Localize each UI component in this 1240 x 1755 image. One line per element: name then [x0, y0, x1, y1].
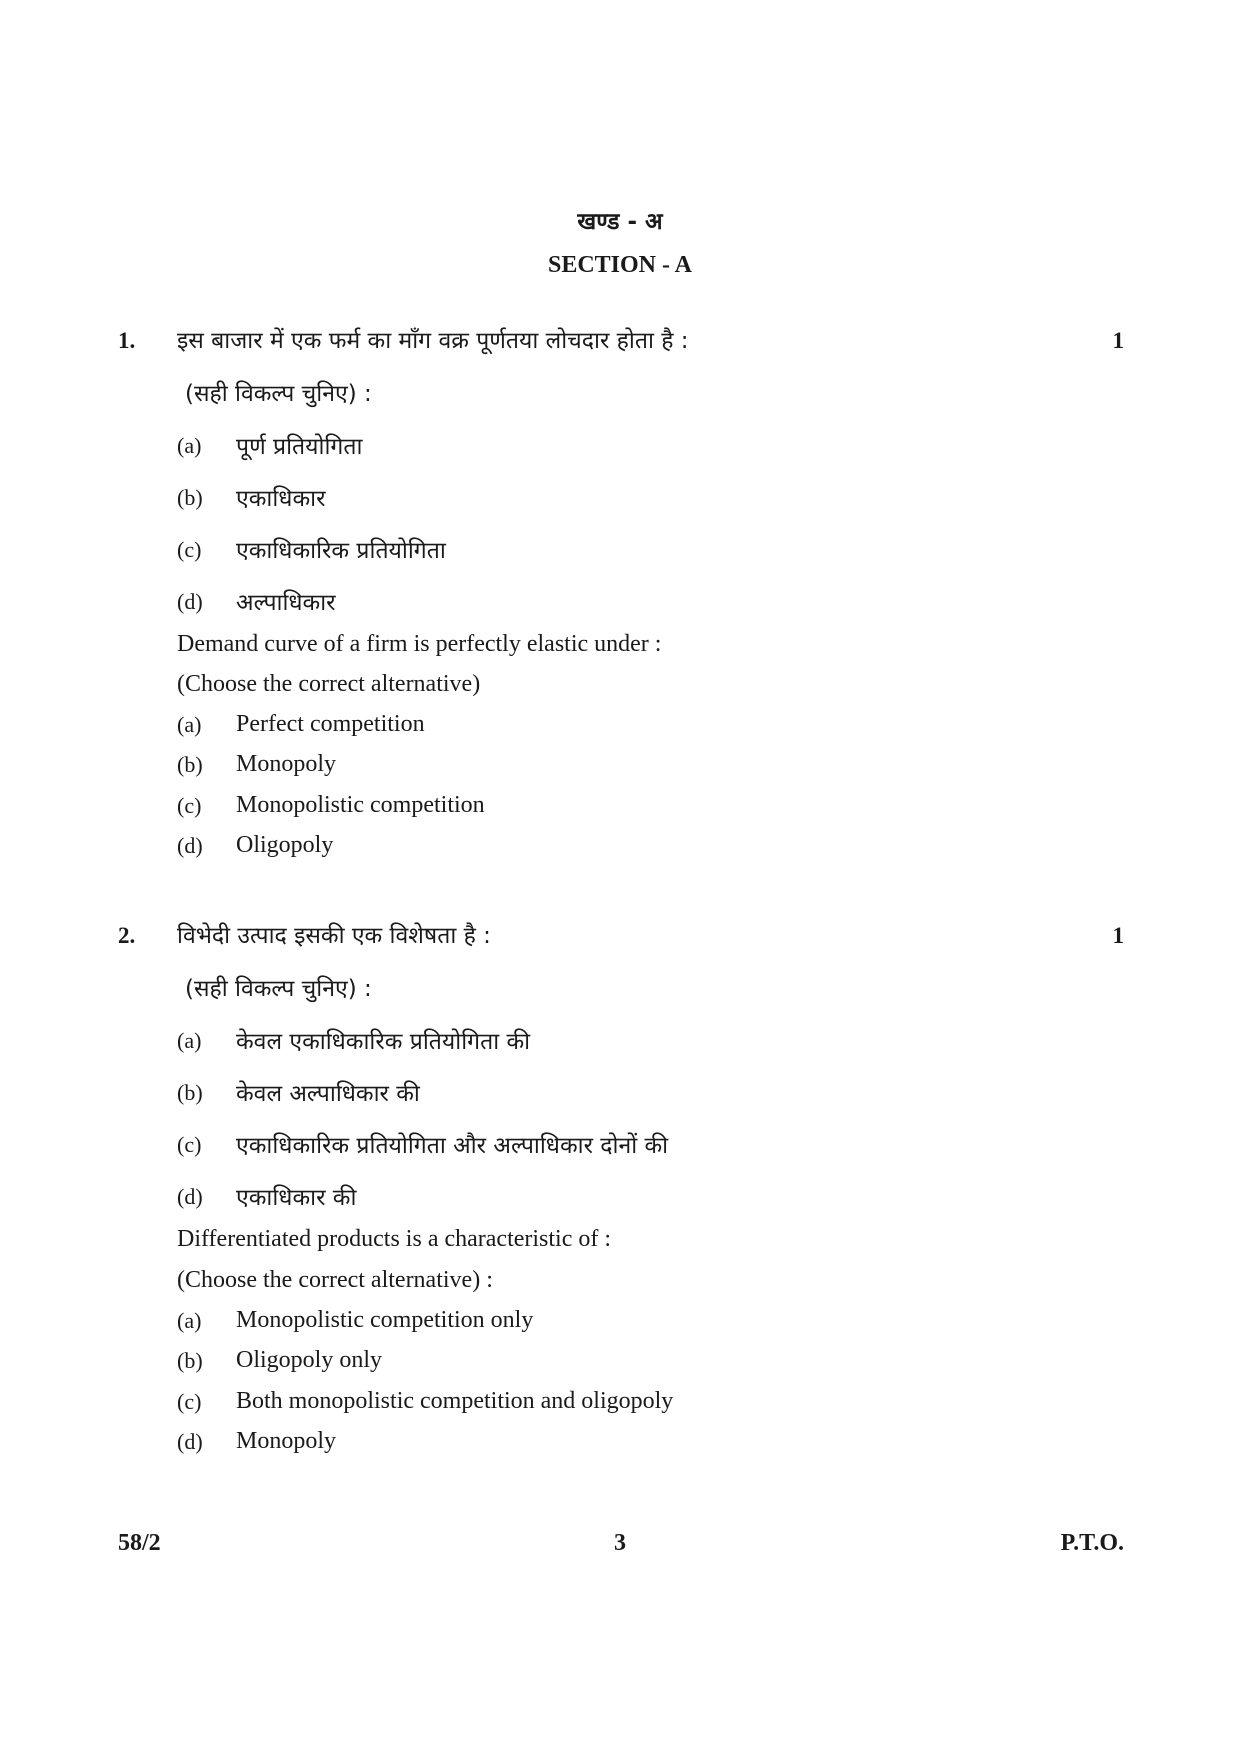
page-number: 3	[614, 1530, 626, 1556]
section-heading-english: SECTION - A	[547, 252, 693, 278]
option-text-hindi: केवल अल्पाधिकार की	[236, 1081, 420, 1107]
option-label: (d)	[177, 1184, 203, 1209]
option-text-hindi: केवल एकाधिकारिक प्रतियोगिता की	[236, 1029, 531, 1055]
option-text-hindi: एकाधिकार	[236, 486, 326, 512]
option-text-english: Monopolistic competition only	[236, 1307, 534, 1333]
option-label: (b)	[177, 485, 203, 510]
question-marks: 1	[1112, 923, 1124, 948]
instruction-english: (Choose the correct alternative)	[177, 671, 481, 697]
option-label: (c)	[177, 1132, 202, 1157]
option-text-english: Monopoly	[236, 751, 337, 777]
option-text-english: Monopoly	[236, 1428, 337, 1454]
option-label: (a)	[177, 433, 202, 458]
paper-code: 58/2	[118, 1530, 161, 1556]
option-label: (a)	[177, 1308, 202, 1333]
question-stem-english: Differentiated products is a characteristic of :	[177, 1226, 612, 1252]
option-label: (b)	[177, 1348, 203, 1373]
instruction-english: (Choose the correct alternative) :	[177, 1267, 493, 1293]
option-label: (d)	[177, 833, 203, 858]
question-marks: 1	[1112, 328, 1124, 353]
section-heading-hindi: खण्ड - अ	[577, 209, 663, 235]
option-text-english: Monopolistic competition	[236, 792, 485, 818]
option-label: (b)	[177, 1080, 203, 1105]
option-text-hindi: एकाधिकार की	[236, 1185, 357, 1211]
option-text-hindi: एकाधिकारिक प्रतियोगिता और अल्पाधिकार दोनों की	[236, 1133, 669, 1159]
option-text-english: Oligopoly	[236, 832, 334, 858]
question-stem-english: Demand curve of a firm is perfectly elastic under :	[177, 631, 662, 657]
option-text-english: Both monopolistic competition and oligopoly	[236, 1388, 674, 1414]
option-text-hindi: पूर्ण प्रतियोगिता	[236, 434, 363, 460]
question-stem-hindi: इस बाजार में एक फर्म का माँग वक्र पूर्णतया लोचदार होता है :	[177, 328, 689, 354]
pto-label: P.T.O.	[1060, 1530, 1124, 1556]
option-label: (b)	[177, 752, 203, 777]
instruction-hindi: (सही विकल्प चुनिए) :	[185, 381, 372, 407]
option-label: (c)	[177, 537, 202, 562]
question-number: 2.	[118, 923, 136, 948]
option-text-english: Oligopoly only	[236, 1347, 383, 1373]
option-label: (c)	[177, 1389, 202, 1414]
question-stem-hindi: विभेदी उत्पाद इसकी एक विशेषता है :	[177, 923, 491, 949]
option-label: (d)	[177, 1429, 203, 1454]
option-label: (a)	[177, 712, 202, 737]
option-text-hindi: अल्पाधिकार	[236, 590, 336, 616]
question-number: 1.	[118, 328, 136, 353]
option-text-english: Perfect competition	[236, 711, 425, 737]
option-label: (a)	[177, 1028, 202, 1053]
option-label: (c)	[177, 793, 202, 818]
instruction-hindi: (सही विकल्प चुनिए) :	[185, 976, 372, 1002]
option-text-hindi: एकाधिकारिक प्रतियोगिता	[236, 538, 446, 564]
option-label: (d)	[177, 589, 203, 614]
